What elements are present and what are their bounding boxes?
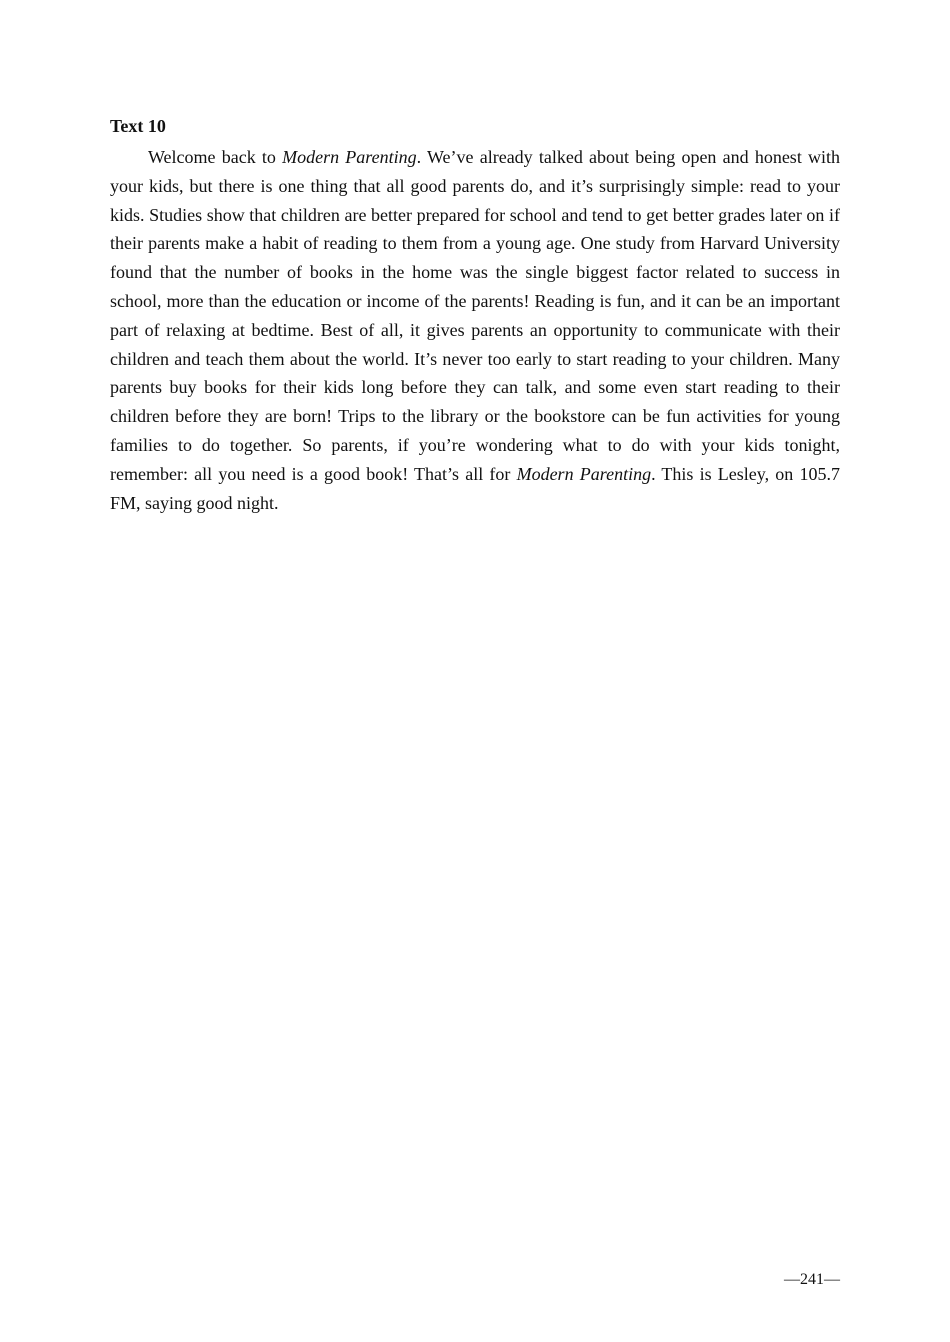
document-body bbox=[110, 114, 840, 517]
section-heading: Text 10 bbox=[110, 116, 166, 136]
body-paragraph bbox=[110, 143, 840, 517]
paragraph-text-3: . This is Lesley, on 105.7 FM, saying good night. bbox=[110, 463, 840, 513]
program-title-1: Modern Parenting bbox=[282, 147, 417, 167]
page-number: —241— bbox=[784, 1271, 840, 1288]
paragraph-text-2: . We’ve already talked about being open and honest with your kids, but there is one thing that all good parents do, and it’s surprisingly simple: read to your kids. Studies show that children are better prepared for school and tend to get better grades later on if their parents make a habit of reading to them from a young age. One study from Harvard University found that the number of books in the home was the single biggest factor related to success in school, more than the education or income of the parents! Reading is fun, and it can be an important part of relaxing at bedtime. Best of all, it gives parents an opportunity to communicate with their children and teach them about the world. It’s never too early to start reading to your children. Many parents buy books for their kids long before they can talk, and some even start reading to their children before they are born! Trips to the library or the bookstore can be fun activities for young families to do together. So parents, if you’re wondering what to do with your kids tonight, remember: all you need is a good book! That’s all for bbox=[110, 147, 841, 484]
program-title-2: Modern Parenting bbox=[516, 463, 652, 484]
paragraph-text-1: Welcome back to bbox=[148, 147, 283, 167]
